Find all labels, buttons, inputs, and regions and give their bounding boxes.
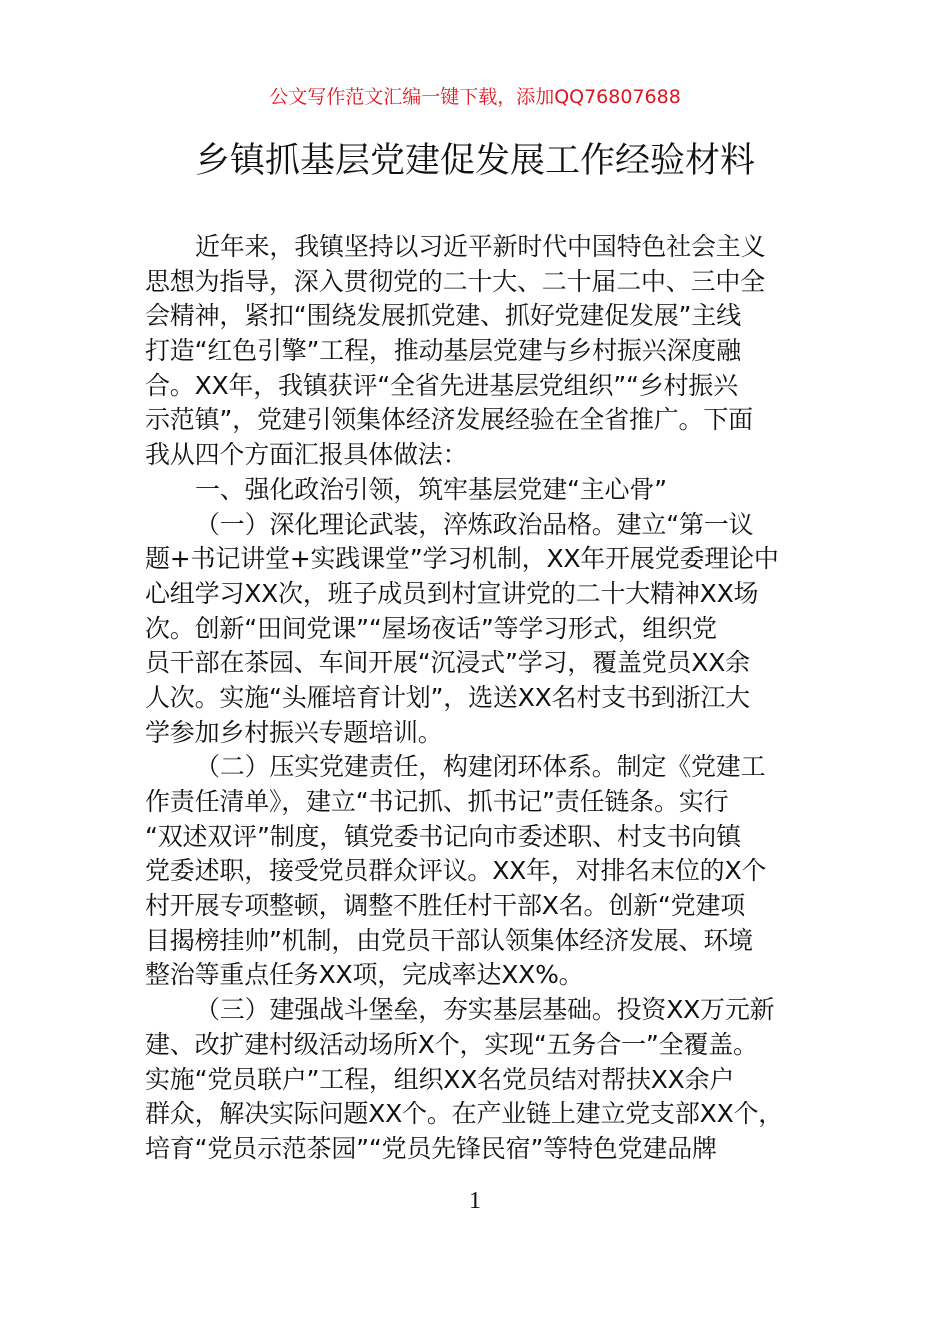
text-line: 实施“党员联户”工程，组织XX名党员结对帮扶XX余户 — [145, 1064, 735, 1094]
text-line: （一）深化理论武装，淬炼政治品格。建立“第一议 — [195, 509, 754, 539]
text-line: 次。创新“田间党课”“屋场夜话”等学习形式，组织党 — [145, 613, 717, 643]
text-line: 建、改扩建村级活动场所X个，实现“五务合一”全覆盖。 — [145, 1029, 758, 1059]
text-line: 题+书记讲堂+实践课堂”学习机制，XX年开展党委理论中 — [145, 544, 779, 574]
text-line: 员干部在茶园、车间开展“沉浸式”学习，覆盖党员XX余 — [145, 648, 750, 678]
text-line: 群众，解决实际问题XX个。在产业链上建立党支部XX个， — [145, 1099, 784, 1129]
text-line: 近年来，我镇坚持以习近平新时代中国特色社会主义 — [195, 232, 766, 261]
page-number: 1 — [469, 1188, 481, 1214]
text-line: 打造“红色引擎”工程，推动基层党建与乡村振兴深度融 — [145, 336, 741, 366]
download-banner: 公文写作范文汇编一键下载，添加QQ76807688 — [269, 86, 681, 108]
document-body — [145, 230, 825, 1167]
text-line: 我从四个方面汇报具体做法： — [145, 440, 468, 470]
text-line: 思想为指导，深入贯彻党的二十大、二十届二中、三中全 — [145, 266, 766, 296]
text-line: 心组学习XX次，班子成员到村宣讲党的二十大精神XX场 — [145, 578, 759, 608]
text-line: 党委述职，接受党员群众评议。XX年，对排名末位的X个 — [145, 856, 767, 886]
text-line: 一、强化政治引领，筑牢基层党建“主心骨” — [195, 474, 667, 504]
text-line: 培育“党员示范茶园”“党员先锋民宿”等特色党建品牌 — [145, 1133, 717, 1163]
text-line: 整治等重点任务XX项，完成率达XX%。 — [145, 960, 584, 990]
text-line: 学参加乡村振兴专题培训。 — [145, 717, 443, 747]
text-line: （二）压实党建责任，构建闭环体系。制定《党建工 — [195, 752, 766, 782]
text-line: 目揭榜挂帅”机制，由党员干部认领集体经济发展、环境 — [145, 925, 753, 955]
text-line: 人次。实施“头雁培育计划”，选送XX名村支书到浙江大 — [145, 682, 750, 712]
text-line: “双述双评”制度，镇党委书记向市委述职、村支书向镇 — [145, 821, 741, 851]
text-line: 合。XX年，我镇获评“全省先进基层党组织”“乡村振兴 — [145, 370, 738, 400]
text-line: 会精神，紧扣“围绕发展抓党建、抓好党建促发展”主线 — [145, 301, 741, 331]
text-line: 村开展专项整顿，调整不胜任村干部X名。创新“党建项 — [145, 891, 746, 921]
text-line: （三）建强战斗堡垒，夯实基层基础。投资XX万元新 — [195, 995, 775, 1025]
text-line: 示范镇”，党建引领集体经济发展经验在全省推广。下面 — [145, 405, 753, 435]
document-title: 乡镇抓基层党建促发展工作经验材料 — [194, 141, 755, 181]
text-line: 作责任清单》，建立“书记抓、抓书记”责任链条。实行 — [145, 787, 729, 816]
